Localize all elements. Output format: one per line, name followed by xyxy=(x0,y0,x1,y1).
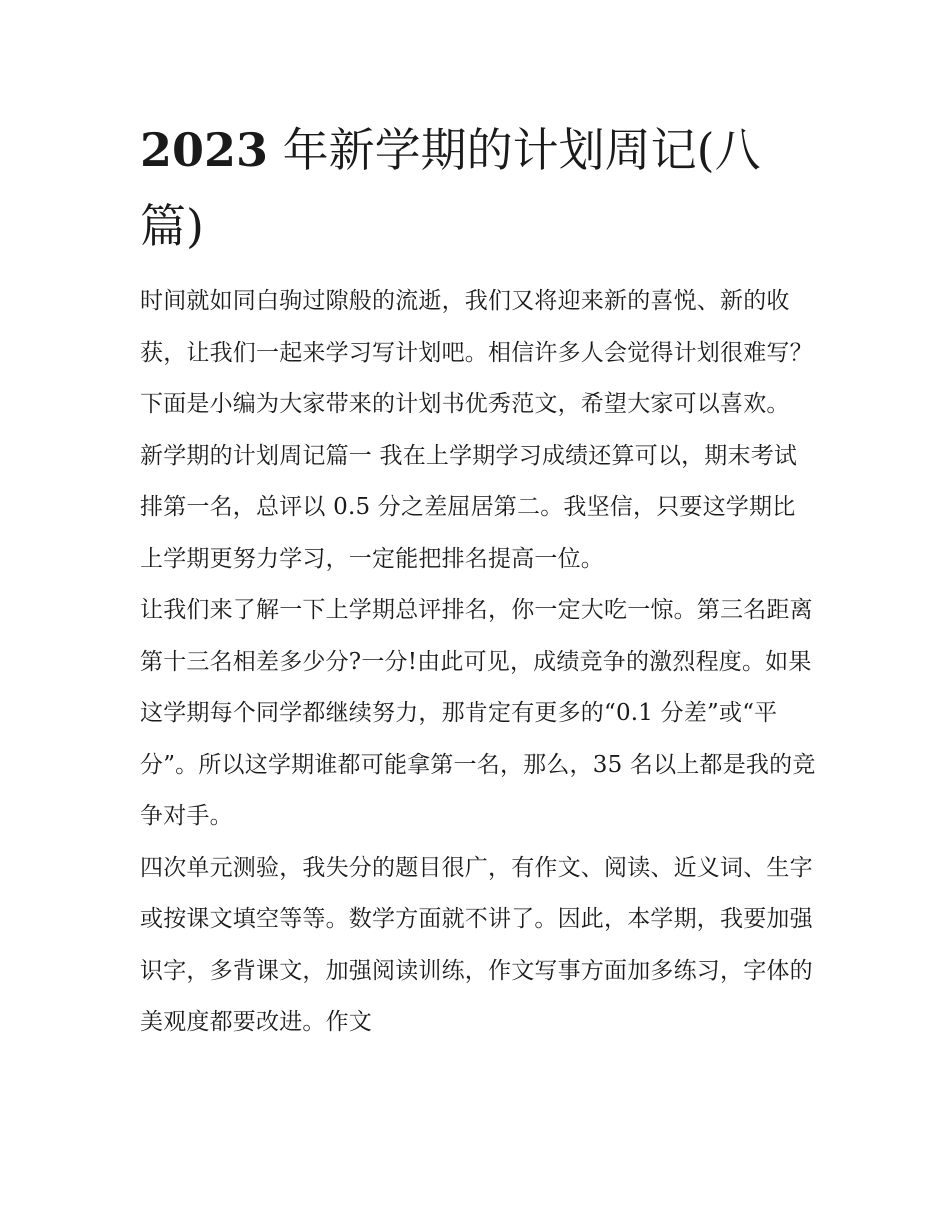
paragraph-intro: 时间就如同白驹过隙般的流逝，我们又将迎来新的喜悦、新的收获，让我们一起来学习写计划吧。相信许多人会觉得计划很难写？下面是小编为大家带来的计划书优秀范文，希望大家可以喜欢。 xyxy=(140,288,813,417)
document-page xyxy=(140,112,816,1049)
title-text: 年新学期的计划周记(八篇) xyxy=(140,123,761,253)
title-spacer xyxy=(140,264,816,276)
paragraph-3: 四次单元测验，我失分的题目很广，有作文、阅读、近义词、生字或按课文填空等等。数学方面就不讲了。因此，本学期，我要加强识字，多背课文，加强阅读训练，作文写事方面加多练习，字体的美观度都要改进。作文 xyxy=(140,854,813,1035)
title-year: 2023 xyxy=(140,123,269,177)
paragraph-2: 让我们来了解一下上学期总评排名，你一定大吃一惊。第三名距离第十三名相差多少分?一分!由此可见，成绩竞争的激烈程度。如果这学期每个同学都继续努力，那肯定有更多的“0.1 分差”或“平分”。所以这学期谁都可能拿第一名，那么，35 名以上都是我的竞争对手。 xyxy=(140,597,816,829)
paragraph-1: 新学期的计划周记篇一 我在上学期学习成绩还算可以，期末考试排第一名，总评以 0.5 分之差屈居第二。我坚信，只要这学期比上学期更努力学习，一定能把排名提高一位。 xyxy=(140,442,798,572)
document-title xyxy=(140,112,816,264)
